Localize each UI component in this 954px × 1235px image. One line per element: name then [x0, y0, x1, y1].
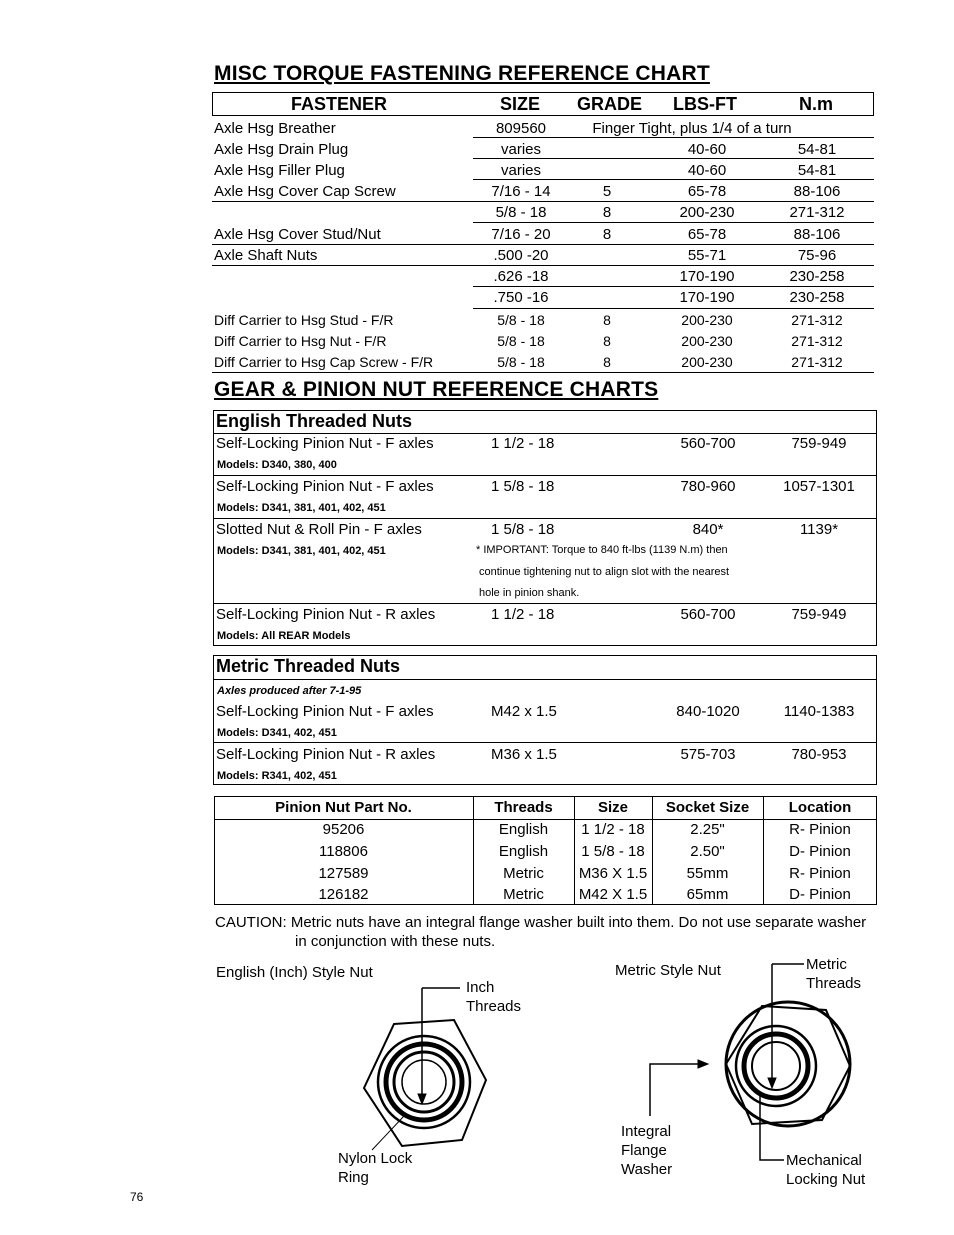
mechanical-label-2: Locking Nut [786, 1171, 866, 1188]
cell-nm: 230-258 [789, 289, 845, 306]
nut-size: M42 x 1.5 [491, 703, 557, 720]
nut-nm: 1139* [799, 521, 839, 538]
cell-size: 5/8 - 18 [497, 333, 545, 349]
cell-nm: 54-81 [797, 141, 837, 158]
cell-lbs-ft: 170-190 [679, 268, 735, 285]
cell-note: Finger Tight, plus 1/4 of a turn [592, 120, 792, 137]
nylon-lock-label-1: Nylon Lock [338, 1150, 413, 1167]
part-table-header: Size [597, 799, 628, 816]
part-table-cell: 127589 [318, 865, 369, 882]
cell-grade: 8 [603, 333, 611, 349]
nut-lbs-ft: 840-1020 [676, 703, 740, 720]
cell-fastener: Axle Hsg Cover Cap Screw [214, 183, 396, 200]
english-nuts-title: English Threaded Nuts [216, 411, 413, 431]
metric-nut-label: Metric Style Nut [615, 962, 721, 979]
part-table-header: Location [788, 799, 852, 816]
part-table-cell: Metric [503, 865, 544, 882]
part-table-cell: 1 5/8 - 18 [581, 843, 645, 860]
part-table-cell: Metric [503, 886, 544, 903]
part-table-header: Pinion Nut Part No. [275, 799, 412, 816]
metric-threads-label-1: Metric [806, 956, 847, 973]
part-table-cell: English [498, 821, 549, 838]
important-note-2: continue tightening nut to align slot with the nearest [479, 566, 730, 578]
cell-size: 7/16 - 20 [491, 226, 551, 243]
page-number: 76 [130, 1190, 144, 1204]
cell-nm: 271-312 [791, 354, 843, 370]
cell-grade: 8 [603, 312, 611, 328]
cell-size: 7/16 - 14 [491, 183, 551, 200]
part-table-cell: 126182 [318, 886, 369, 903]
part-table-header: Threads [494, 799, 553, 816]
nylon-lock-label-2: Ring [338, 1169, 369, 1186]
integral-flange-label-1: Integral [621, 1123, 672, 1140]
cell-nm: 271-312 [791, 333, 843, 349]
cell-nm: 54-81 [797, 162, 837, 179]
english-nut-drawing [364, 988, 486, 1150]
cell-lbs-ft: 200-230 [681, 333, 733, 349]
cell-fastener: Diff Carrier to Hsg Cap Screw - F/R [214, 354, 434, 370]
part-table-cell: M36 X 1.5 [578, 865, 648, 882]
cell-fastener: Axle Hsg Drain Plug [214, 141, 349, 158]
cell-fastener: Axle Hsg Cover Stud/Nut [214, 226, 381, 243]
nut-nm: 1140-1383 [783, 703, 855, 720]
cell-size: varies [500, 141, 541, 158]
cell-fastener: Axle Hsg Breather [214, 120, 336, 137]
cell-size: 5/8 - 18 [495, 204, 547, 221]
header-grade: GRADE [577, 94, 643, 114]
cell-lbs-ft: 55-71 [687, 247, 727, 264]
important-note-1: * IMPORTANT: Torque to 840 ft-lbs (1139 N.m) then [476, 544, 728, 556]
part-table-cell: 65mm [686, 886, 729, 903]
cell-size: 5/8 - 18 [497, 354, 545, 370]
header-nm: N.m [799, 94, 834, 114]
cell-nm: 271-312 [791, 312, 843, 328]
nut-lbs-ft: 575-703 [680, 746, 736, 763]
cell-size: 5/8 - 18 [497, 312, 545, 328]
cell-size: varies [500, 162, 541, 179]
header-lbs-ft: LBS-FT [673, 94, 737, 114]
inch-threads-label-2: Threads [466, 998, 522, 1015]
part-table-cell: 1 1/2 - 18 [581, 821, 645, 838]
header-fastener: FASTENER [291, 94, 388, 114]
part-table-cell: R- Pinion [789, 821, 851, 838]
nut-lbs-ft: 560-700 [680, 435, 736, 452]
nut-models: Models: D341, 402, 451 [217, 727, 337, 739]
cell-lbs-ft: 65-78 [687, 226, 727, 243]
integral-flange-label-2: Flange [621, 1142, 667, 1159]
nut-name: Self-Locking Pinion Nut - F axles [216, 478, 434, 495]
cell-grade: 8 [602, 226, 612, 243]
nut-models: Models: D341, 381, 401, 402, 451 [217, 502, 386, 514]
cell-lbs-ft: 65-78 [687, 183, 727, 200]
cell-grade: 8 [603, 354, 611, 370]
cell-size: .626 -18 [493, 268, 549, 285]
metric-threads-label-2: Threads [806, 975, 862, 992]
nut-name: Slotted Nut & Roll Pin - F axles [216, 521, 422, 538]
cell-grade: 5 [602, 183, 612, 200]
cell-lbs-ft: 200-230 [681, 312, 733, 328]
metric-nuts-title: Metric Threaded Nuts [216, 656, 401, 676]
nut-models: Models: D341, 381, 401, 402, 451 [217, 545, 386, 557]
cell-nm: 88-106 [793, 226, 841, 243]
part-table-cell: 2.50" [690, 843, 725, 860]
part-table-cell: 95206 [322, 821, 365, 838]
part-table-header: Socket Size [665, 799, 750, 816]
cell-nm: 88-106 [793, 183, 841, 200]
part-table-cell: R- Pinion [789, 865, 851, 882]
nut-name: Self-Locking Pinion Nut - R axles [216, 746, 436, 763]
part-table-cell: 55mm [686, 865, 729, 882]
nut-lbs-ft: 840* [692, 521, 724, 538]
cell-lbs-ft: 40-60 [687, 141, 727, 158]
part-table-cell: English [498, 843, 549, 860]
metric-subtitle: Axles produced after 7-1-95 [217, 685, 362, 697]
metric-nut-drawing [650, 964, 850, 1160]
nut-size: 1 1/2 - 18 [491, 606, 555, 623]
cell-size: .500 -20 [493, 247, 549, 264]
nut-name: Self-Locking Pinion Nut - R axles [216, 606, 436, 623]
cell-grade: 8 [602, 204, 612, 221]
gear-title: GEAR & PINION NUT REFERENCE CHARTS [214, 378, 659, 401]
cell-nm: 75-96 [797, 247, 837, 264]
nut-lbs-ft: 560-700 [680, 606, 736, 623]
cell-nm: 271-312 [789, 204, 845, 221]
nut-size: 1 5/8 - 18 [491, 478, 555, 495]
part-table-cell: 2.25" [690, 821, 725, 838]
nut-name: Self-Locking Pinion Nut - F axles [216, 435, 434, 452]
misc-title: MISC TORQUE FASTENING REFERENCE CHART [214, 62, 710, 85]
nut-models: Models: All REAR Models [217, 630, 351, 642]
integral-flange-label-3: Washer [621, 1161, 673, 1178]
nut-nm: 759-949 [791, 435, 847, 452]
cell-nm: 230-258 [789, 268, 845, 285]
part-table-cell: M42 X 1.5 [578, 886, 648, 903]
nut-nm: 759-949 [791, 606, 847, 623]
caution-line-1: CAUTION: Metric nuts have an integral flange washer built into them. Do not use separate washer [215, 914, 867, 931]
nut-size: M36 x 1.5 [491, 746, 557, 763]
cell-size: .750 -16 [493, 289, 549, 306]
nut-size: 1 5/8 - 18 [491, 521, 555, 538]
cell-fastener: Axle Shaft Nuts [214, 247, 318, 264]
part-table-cell: D- Pinion [789, 843, 851, 860]
part-table-cell: D- Pinion [789, 886, 851, 903]
cell-lbs-ft: 170-190 [679, 289, 735, 306]
nut-name: Self-Locking Pinion Nut - F axles [216, 703, 434, 720]
nut-models: Models: R341, 402, 451 [217, 770, 337, 782]
cell-lbs-ft: 200-230 [681, 354, 733, 370]
mechanical-label-1: Mechanical [786, 1152, 862, 1169]
nut-size: 1 1/2 - 18 [491, 435, 555, 452]
cell-lbs-ft: 40-60 [687, 162, 727, 179]
header-size: SIZE [500, 94, 541, 114]
part-table-cell: 118806 [319, 843, 368, 860]
cell-fastener: Diff Carrier to Hsg Nut - F/R [214, 333, 387, 349]
english-nut-label: English (Inch) Style Nut [216, 964, 373, 981]
cell-lbs-ft: 200-230 [679, 204, 735, 221]
nut-nm: 1057-1301 [783, 478, 855, 495]
nut-lbs-ft: 780-960 [680, 478, 736, 495]
cell-size: 809560 [495, 120, 547, 137]
caution-line-2: in conjunction with these nuts. [295, 933, 496, 950]
inch-threads-label-1: Inch [466, 979, 495, 996]
nut-nm: 780-953 [791, 746, 847, 763]
important-note-3: hole in pinion shank. [479, 587, 580, 599]
nut-models: Models: D340, 380, 400 [217, 459, 337, 471]
cell-fastener: Diff Carrier to Hsg Stud - F/R [214, 312, 394, 328]
cell-fastener: Axle Hsg Filler Plug [214, 162, 345, 179]
